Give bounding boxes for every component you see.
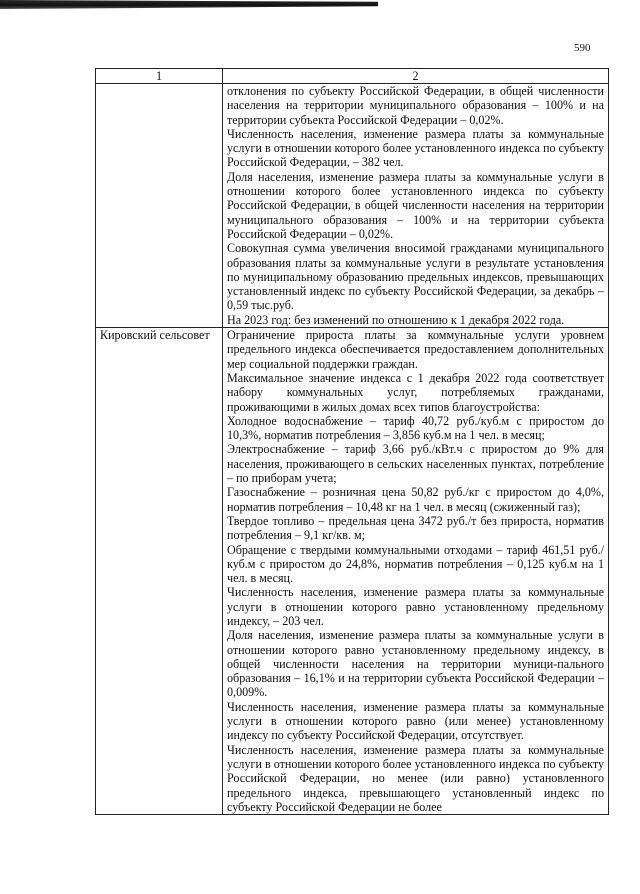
paragraph: Обращение с твердыми коммунальными отходами – тариф 461,51 руб./куб.м с приростом до 24,8%, норматив потребления – 0,125 куб.м на 1 чел. в месяц. bbox=[227, 542, 604, 586]
paragraph: Доля населения, изменение размера платы за коммунальные услуги в отношении которого равно установленному предельному индексу, в общей численности населения на территории муници-пального образования – 16,1% и на территории субъекта Российской Федерации – 0,009%. bbox=[227, 628, 604, 700]
paragraph: Численность населения, изменение размера платы за коммунальные услуги в отношении которого более установленного индекса по субъекту Российской Федерации, но менее (или равно) установленного предельного индекса, превышающего установленный индекс по субъекту Российской Федерации не более bbox=[227, 742, 604, 814]
content-cell bbox=[223, 328, 609, 815]
municipality-name-cell: Кировский сельсовет bbox=[96, 328, 223, 815]
paragraph: Численность населения, изменение размера платы за коммунальные услуги в отношении которого равно (или менее) установленному индексу по субъекту Российской Федерации, отсутствует. bbox=[227, 699, 604, 743]
table-row bbox=[96, 328, 609, 815]
paragraph: Численность населения, изменение размера платы за коммунальные услуги в отношении которого более установленного индекса по субъекту Российской Федерации, – 382 чел. bbox=[227, 126, 604, 170]
municipality-name-cell bbox=[96, 84, 223, 328]
paragraph: Максимальное значение индекса с 1 декабря 2022 года соответствует набору коммунальных услуг, потребляемых гражданами, проживающими в жилых домах всех типов благоустройства: bbox=[227, 370, 604, 414]
content-cell bbox=[223, 84, 609, 328]
paragraph: Ограничение прироста платы за коммунальные услуги уровнем предельного индекса обеспечивается предоставлением дополнительных мер социальной поддержки граждан. bbox=[227, 328, 604, 371]
paragraph: Доля населения, изменение размера платы за коммунальные услуги в отношении которого более установленного индекса по субъекту Российской Федерации, в общей численности населения на территории муниципального образования – 100% и на территории субъекта Российской Федерации – 0,02%. bbox=[227, 169, 604, 241]
paragraph: отклонения по субъекту Российской Федерации, в общей численности населения на территории муниципального образования – 100% и на территории субъекта Российской Федерации – 0,02%. bbox=[227, 84, 604, 127]
scan-edge-bar bbox=[0, 0, 378, 9]
paragraph: Совокупная сумма увеличения вносимой гражданами муниципального образования платы за коммунальные услуги в результате установления по муниципальному образованию предельных индексов, превышающих установленный индекс по субъекту Российской Федерации, за декабрь – 0,59 тыс.руб. bbox=[227, 241, 604, 313]
header-row bbox=[96, 69, 609, 84]
column-header-2: 2 bbox=[223, 69, 609, 84]
paragraph: Численность населения, изменение размера платы за коммунальные услуги в отношении которого равно установленному предельному индексу, – 203 чел. bbox=[227, 585, 604, 628]
page-number: 590 bbox=[574, 42, 591, 54]
paragraph: На 2023 год: без изменений по отношению к 1 декабря 2022 года. bbox=[227, 312, 565, 327]
paragraph: Холодное водоснабжение – тариф 40,72 руб./куб.м с приростом до 10,3%, норматив потребления – 3,856 куб.м на 1 чел. в месяц; bbox=[227, 413, 604, 443]
paragraph: Электроснабжение – тариф 3,66 руб./кВт.ч с приростом до 9% для населения, проживающего в сельских населенных пунктах, потребление – по приборам учета; bbox=[227, 442, 604, 486]
document-table bbox=[95, 68, 609, 815]
column-header-1: 1 bbox=[96, 69, 223, 84]
table-row bbox=[96, 84, 609, 328]
paragraph: Газоснабжение – розничная цена 50,82 руб./кг с приростом до 4,0%, норматив потребления – 10,48 кг на 1 чел. в месяц (сжиженный газ); bbox=[227, 485, 604, 514]
paragraph: Твердое топливо – предельная цена 3472 руб./т без прироста, норматив потребления – 9,1 кг/кв. м; bbox=[227, 513, 604, 543]
